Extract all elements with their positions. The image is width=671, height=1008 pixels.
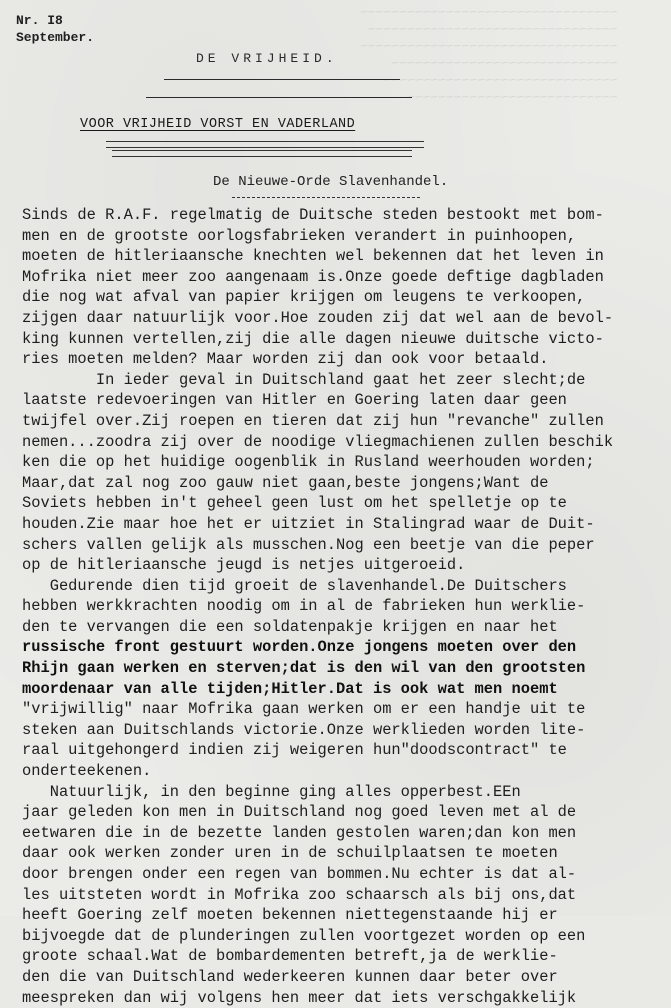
article-line: In ieder geval in Duitschland gaat het zeer slecht;de [22, 370, 586, 389]
article-line: steken aan Duitschlands victorie.Onze werklieden worden lite- [22, 720, 586, 739]
double-rule [106, 141, 424, 148]
article-title: De Nieuwe-Orde Slavenhandel. [213, 174, 449, 190]
article-line: Rhijn gaan werken en sterven;dat is den wil van den grootsten [22, 659, 586, 678]
masthead-rule-bottom [146, 97, 412, 98]
article-line: meespreken dan wij volgens hen meer dat iets verschgakkelijk [22, 988, 577, 1007]
issue-month: September. [16, 30, 95, 45]
article-line: les uitsteten wordt in Mofrika zoo schaarsch als bij ons,dat [22, 885, 577, 904]
article-line: hebben werkkrachten noodig om in al de fabrieken hun werklie- [22, 597, 586, 616]
article-line: groote schaal.Wat de bombardementen betreft,ja de werklie- [22, 947, 558, 966]
article-line: op de hitleriaansche jeugd is netjes uitgeroeid. [22, 556, 466, 575]
article-line: men en de grootste oorlogsfabrieken verandert in puinhoopen, [22, 226, 577, 245]
article-line: moordenaar van alle tijden;Hitler.Dat is ook wat men noemt [22, 679, 558, 698]
masthead-title: DE VRIJHEID. [196, 51, 338, 66]
article-line: Sinds de R.A.F. regelmatig de Duitsche steden bestookt met bom- [22, 206, 604, 224]
article-line: eetwaren die in de bezette landen gestolen waren;dan kon men [22, 823, 577, 842]
article-line: russische front gestuurt worden.Onze jongens moeten over den [22, 638, 577, 657]
masthead-rule-top [164, 79, 400, 80]
article-line: daar ook werken zonder uren in de schuilplaatsen te moeten [22, 844, 558, 863]
article-line: twijfel over.Zij roepen en tieren dat zij hun "revanche" zullen [22, 411, 604, 430]
double-rule-lower [112, 150, 412, 157]
article-line: nemen...zoodra zij over de noodige vliegmachienen zullen beschik [22, 432, 614, 451]
article-line: king kunnen vertellen,zij die alle dagen nieuwe duitsche victo- [22, 329, 604, 348]
article-line: schers vallen gelijk als musschen.Nog een beetje van die peper [22, 535, 595, 554]
article-line: jaar geleden kon men in Duitschland nog goed leven met al de [22, 803, 577, 822]
article-line: houden.Zie maar hoe het er uitziet in Stalingrad waar de Duit- [22, 514, 595, 533]
article-line: "vrijwillig" naar Mofrika gaan werken om er een handje uit te [22, 700, 586, 719]
article-line: Mofrika niet meer zoo aangenaam is.Onze goede deftige dagbladen [22, 267, 604, 286]
bleed-through-text: ~~~~~~~~~~~~~~~~~~~~~~~~~~~~~~~~~ ~~~~~~~~~~~~~~~~~~~~~~~~~~~~~~~~ ~~~~~~~~~~~~~~~~~~~~~~~~~~~~~~~~~ ~~~~~~~~~~~~~~~~~~~~~~~~~~~~~ ~~~~~~~~~~~~~~~~~~~~~~~~~~~~~~ ~~~~~~~~~~~~~~~~~~~~~~~~~~~ [360, 5, 618, 105]
issue-info [16, 12, 94, 46]
article-line: zijgen daar natuurlijk voor.Hoe zouden zij dat wel aan de bevol- [22, 308, 614, 327]
article-line: moeten de hitleriaansche knechten wel bekennen dat het leven in [22, 247, 604, 266]
article-line: die nog wat afval van papier krijgen om leugens te verkoopen, [22, 288, 586, 307]
article-line: bijvoegde dat de plunderingen zullen voortgezet worden op een [22, 926, 586, 945]
issue-number: Nr. I8 [16, 13, 63, 28]
article-line: Natuurlijk, in den beginne ging alles opperbest.EEn [22, 782, 521, 801]
article-line: laatste redevoeringen van Hitler en Goering laten daar geen [22, 391, 567, 410]
article-body [22, 205, 662, 1008]
title-underline [232, 197, 420, 198]
article-line: Gedurende dien tijd groeit de slavenhandel.De Duitschers [22, 576, 567, 595]
article-line: Soviets hebben in't geheel geen lust om het spelletje op te [22, 494, 567, 513]
article-line: heeft Goering zelf moeten bekennen niettegenstaande hij er [22, 906, 558, 925]
article-line: den te vervangen die een soldatenpakje krijgen en naar het [22, 617, 558, 636]
article-line: onderteekenen. [22, 762, 152, 781]
article-line: ken die op het huidige oogenblik in Rusland weerhouden worden; [22, 453, 595, 472]
article-line: den die van Duitschland wederkeeren kunnen daar beter over [22, 967, 558, 986]
motto: VOOR VRIJHEID VORST EN VADERLAND [80, 117, 356, 132]
article-line: raal uitgehongerd indien zij weigeren hun"doodscontract" te [22, 741, 567, 760]
article-line: ries moeten melden? Maar worden zij dan ook voor betaald. [22, 350, 549, 369]
article-line: Maar,dat zal nog zoo gauw niet gaan,beste jongens;Want de [22, 473, 549, 492]
article-line: door brengen onder een regen van bommen.Nu echter is dat al- [22, 865, 577, 883]
